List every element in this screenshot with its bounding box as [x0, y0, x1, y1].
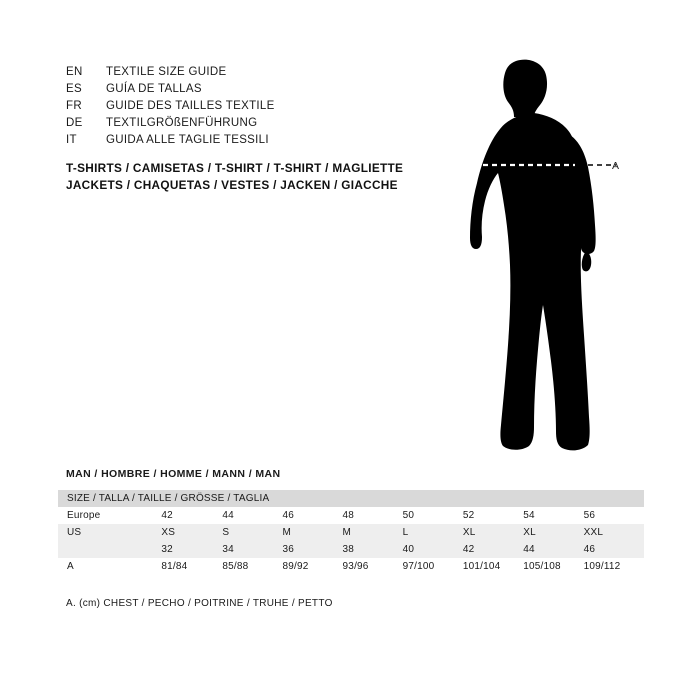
cell: XL: [463, 524, 523, 541]
language-row: [66, 100, 446, 117]
language-code: EN: [66, 66, 83, 78]
cell: 40: [403, 541, 463, 558]
cell: 52: [463, 507, 523, 524]
cell: 42: [161, 507, 222, 524]
language-code: ES: [66, 83, 82, 95]
cell: 34: [222, 541, 282, 558]
cell: 32: [161, 541, 222, 558]
language-title: GUIDA ALLE TAGLIE TESSILI: [106, 134, 269, 146]
man-silhouette-figure: [430, 55, 680, 455]
cell: 109/112: [584, 558, 644, 575]
cell: 36: [282, 541, 342, 558]
language-code: IT: [66, 134, 77, 146]
table-row: [58, 507, 644, 524]
garment-category-block: [66, 160, 486, 193]
language-row: [66, 83, 446, 100]
language-title-block: [66, 66, 446, 151]
cell: 81/84: [161, 558, 222, 575]
language-row: [66, 134, 446, 151]
table-row: [58, 541, 644, 558]
cell: S: [222, 524, 282, 541]
table-caption: MAN / HOMBRE / HOMME / MANN / MAN: [66, 468, 281, 480]
row-label: US: [58, 524, 161, 541]
cell: 56: [584, 507, 644, 524]
cell: 48: [343, 507, 403, 524]
cell: XS: [161, 524, 222, 541]
cell: 44: [222, 507, 282, 524]
row-label: [58, 541, 161, 558]
cell: 97/100: [403, 558, 463, 575]
chest-measure-label: A: [612, 160, 620, 172]
cell: M: [343, 524, 403, 541]
cell: 54: [523, 507, 583, 524]
cell: 46: [282, 507, 342, 524]
language-title: GUÍA DE TALLAS: [106, 83, 202, 95]
cell: XL: [523, 524, 583, 541]
table-header-label: SIZE / TALLA / TAILLE / GRÖSSE / TAGLIA: [58, 490, 644, 507]
cell: 93/96: [343, 558, 403, 575]
cell: 101/104: [463, 558, 523, 575]
cell: 50: [403, 507, 463, 524]
cell: 105/108: [523, 558, 583, 575]
table-footnote: A. (cm) CHEST / PECHO / POITRINE / TRUHE / PETTO: [66, 598, 333, 609]
size-table: [58, 490, 644, 575]
language-row: [66, 66, 446, 83]
cell: 38: [343, 541, 403, 558]
cell: L: [403, 524, 463, 541]
cell: M: [282, 524, 342, 541]
language-title: TEXTILGRÖßENFÜHRUNG: [106, 117, 258, 129]
language-title: GUIDE DES TAILLES TEXTILE: [106, 100, 275, 112]
table-header-row: [58, 490, 644, 507]
row-label: Europe: [58, 507, 161, 524]
cell: 46: [584, 541, 644, 558]
language-code: FR: [66, 100, 82, 112]
language-code: DE: [66, 117, 83, 129]
cell: XXL: [584, 524, 644, 541]
cell: 44: [523, 541, 583, 558]
row-label: A: [58, 558, 161, 575]
cell: 42: [463, 541, 523, 558]
garment-line-tshirts: T-SHIRTS / CAMISETAS / T-SHIRT / T-SHIRT / MAGLIETTE: [66, 161, 404, 175]
cell: 85/88: [222, 558, 282, 575]
garment-line-jackets: JACKETS / CHAQUETAS / VESTES / JACKEN / GIACCHE: [66, 177, 398, 192]
language-title: TEXTILE SIZE GUIDE: [106, 66, 227, 78]
table-row: [58, 524, 644, 541]
cell: 89/92: [282, 558, 342, 575]
language-row: [66, 117, 446, 134]
table-row: [58, 558, 644, 575]
